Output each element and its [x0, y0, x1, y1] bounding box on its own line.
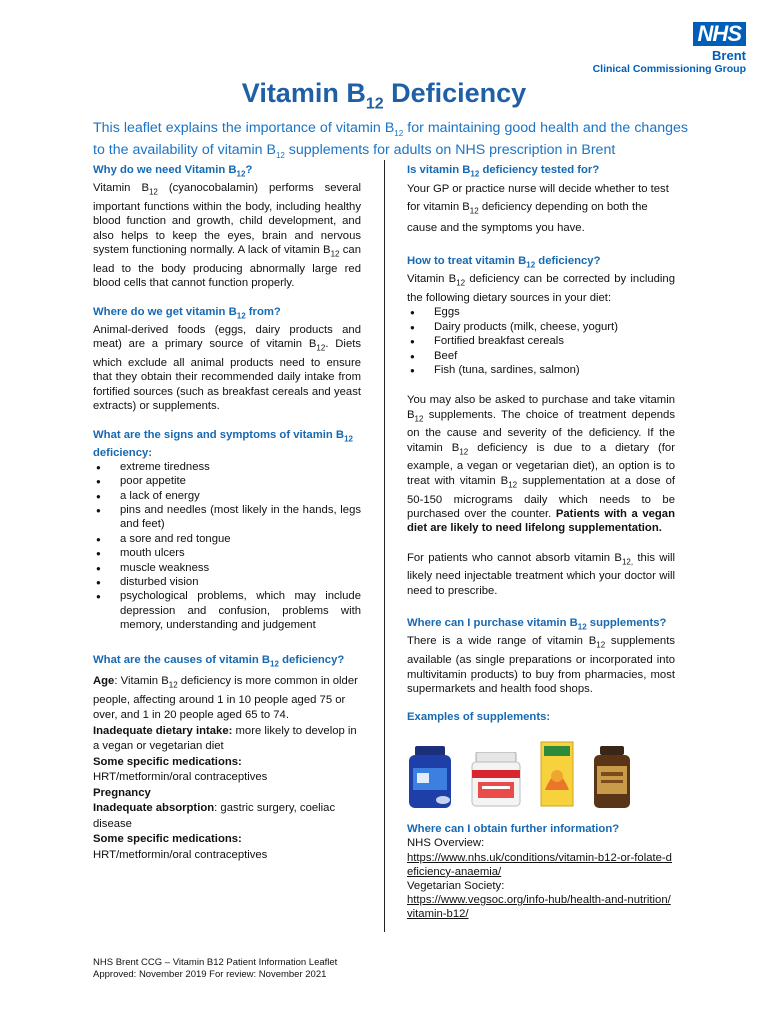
- footer: [93, 957, 337, 981]
- tested-heading: Is vitamin $B_{12}$ deficiency tested for?: [407, 164, 600, 179]
- right-column: [407, 163, 675, 922]
- signs-list: [93, 460, 361, 633]
- left-column: [93, 163, 361, 863]
- supplement-bottle-blue-image: [407, 746, 453, 808]
- nhs-overview-link[interactable]: https://www.nhs.uk/conditions/vitamin-b12-or-folate-deficiency-anaemia/: [407, 851, 672, 878]
- treat-heading: How to treat vitamin $B_{12}$ deficiency?: [407, 255, 601, 270]
- page-title: Vitamin $B_{12}$ Deficiency: [241, 78, 527, 113]
- list-item: ● pins and needles (most likely in the hands, legs and feet): [93, 503, 361, 532]
- where-buy-heading: Where can I purchase vitamin $B_{12}$ supplements?: [407, 617, 667, 632]
- cause-absorption: Inadequate absorption: gastric surgery, coeliac disease: [93, 802, 336, 830]
- cause-med2: Some specific medications: HRT/metformin/oral contraceptives: [93, 833, 268, 861]
- list-item: ● Dairy products (milk, cheese, yogurt): [407, 320, 675, 334]
- intro-text: This leaflet explains the importance of vitamin $B_{12}$ for maintaining good health and the changes to the availability of vitamin $B_{12}$ supplements for adults on NHS prescription in Brent: [93, 120, 688, 160]
- supplement-images: [407, 736, 675, 808]
- causes-heading: What are the causes of vitamin $B_{12}$ deficiency?: [93, 653, 345, 668]
- supplement-bottle-brown-image: [592, 746, 632, 808]
- vegetarian-society-link[interactable]: https://www.vegsoc.org/info-hub/health-and-nutrition/vitamin-b12/: [407, 894, 671, 921]
- logo-org: Brent: [712, 48, 746, 63]
- list-item: ● poor appetite: [93, 474, 361, 488]
- absorb-text: For patients who cannot absorb vitamin $B_{12,}$ this will likely need injectable treatment which your doctor will need to prescribe.: [407, 551, 675, 597]
- list-item: ● a sore and red tongue: [93, 532, 361, 546]
- list-item: ● Beef: [407, 349, 675, 363]
- cause-pregnancy: Pregnancy: [93, 786, 151, 799]
- list-item: ● Eggs: [407, 305, 675, 319]
- list-item: ● psychological problems, which may include depression and confusion, problems with memory, understanding and judgement: [93, 589, 361, 632]
- nhs-overview-label: NHS Overview:: [407, 837, 485, 850]
- cause-age: Age: Vitamin $B_{12}$ deficiency is more common in older people, affecting around 1 in 10 people aged 75 or over, and 1 in 20 people aged 65 to 74.: [93, 674, 358, 722]
- footer-line-1: NHS Brent CCG – Vitamin B12 Patient Information Leaflet: [93, 957, 338, 968]
- logo-sub: Clinical Commissioning Group: [592, 63, 746, 75]
- treat-text: Vitamin $B_{12}$ deficiency can be corrected by including the following dietary sources in your diet:: [407, 273, 676, 304]
- treat-list: [407, 305, 675, 377]
- column-divider: [384, 160, 385, 932]
- cause-diet: Inadequate dietary intake: more likely to develop in a vegan or vegetarian diet: [93, 724, 357, 753]
- footer-line-2: Approved: November 2019 For review: November 2021: [93, 969, 327, 980]
- why-heading: Why do we need Vitamin $B_{12}$?: [93, 164, 253, 179]
- examples-heading: Examples of supplements:: [407, 711, 551, 724]
- further-heading: Where can I obtain further information?: [407, 823, 620, 836]
- tested-text: Your GP or practice nurse will decide whether to test for vitamin $B_{12}$ deficiency depending on both the cause and the symptoms you have.: [407, 183, 669, 234]
- supplement-bottle-red-image: [470, 752, 522, 808]
- list-item: ● mouth ulcers: [93, 546, 361, 560]
- why-text: Vitamin $B_{12}$ (cyanocobalamin) performs several important functions within the body, including healthy blood function and growth, child development, and also helps to keep the eyes, brain and nervous system functioning normally. A lack of vitamin $B_{12}$ can lead to the body producing abnormally large red blood cells that cannot function properly.: [93, 182, 361, 290]
- list-item: ● Fortified breakfast cereals: [407, 334, 675, 348]
- nhs-badge: NHS: [693, 22, 746, 46]
- where-heading: Where do we get vitamin $B_{12}$ from?: [93, 305, 281, 320]
- list-item: ● muscle weakness: [93, 561, 361, 575]
- vegetarian-society-label: Vegetarian Society:: [407, 879, 505, 892]
- purchase-text: You may also be asked to purchase and take vitamin $B_{12}$ supplements. The choice of treatment depends on the cause and severity of the deficiency. If the vitamin $B_{12}$ deficiency is due to a dietary (for example, a vegan or vegetarian diet), an option is to treat with vitamin $B_{12}$ supplementation at a dose of 50-150 micrograms daily which needs to be purchased over the counter. Patients with a vegan diet are likely to need lifelong supplementation.: [407, 394, 675, 535]
- list-item: ● Fish (tuna, sardines, salmon): [407, 363, 675, 377]
- nhs-logo: [593, 22, 746, 76]
- cause-med1: Some specific medications: HRT/metformin/oral contraceptives: [93, 755, 268, 784]
- supplement-box-yellow-image: [539, 740, 575, 808]
- list-item: ● disturbed vision: [93, 575, 361, 589]
- list-item: ● a lack of energy: [93, 489, 361, 503]
- where-text: Animal-derived foods (eggs, dairy products and meat) are a primary source of vitamin $B_{12}$. Diets which exclude all animal products need to ensure that they obtain their recommended daily intake from fortified sources (such as breakfast cereals and yeast extracts) or supplements.: [93, 323, 362, 413]
- signs-heading: What are the signs and symptoms of vitamin $B_{12}$ deficiency:: [93, 428, 353, 459]
- list-item: ● extreme tiredness: [93, 460, 361, 474]
- where-buy-text: There is a wide range of vitamin $B_{12}$ supplements available (as single preparations or incorporated into multivitamin products) to buy from pharmacies, most supermarkets and health food shops.: [407, 635, 675, 695]
